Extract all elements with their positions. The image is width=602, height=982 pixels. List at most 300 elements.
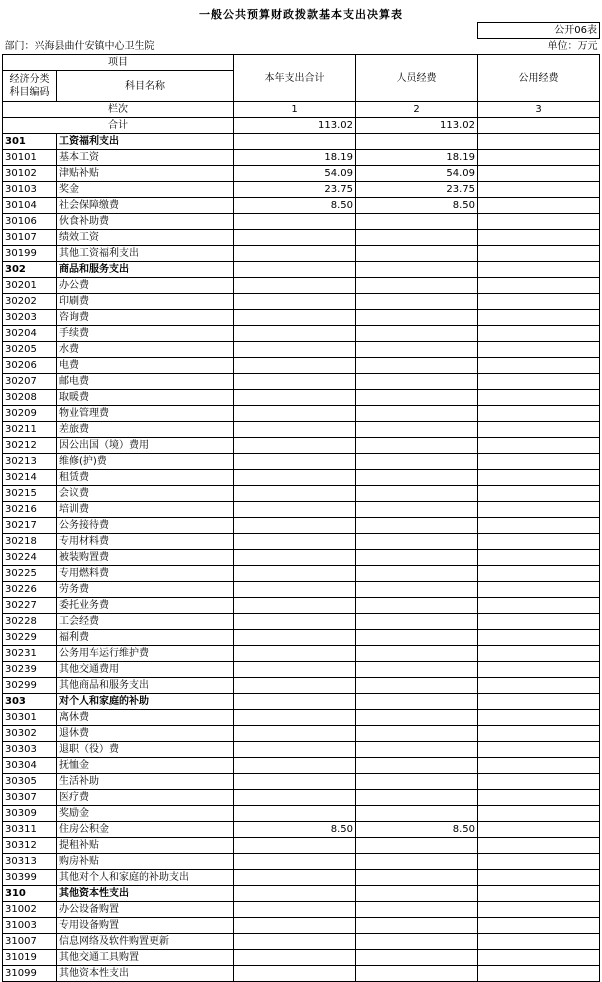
total-cell — [234, 454, 356, 470]
subject-name-cell: 生活补助 — [57, 774, 234, 790]
total-cell — [234, 886, 356, 902]
total-cell — [234, 390, 356, 406]
table-row — [3, 310, 600, 326]
table-row — [3, 822, 600, 838]
personnel-cell — [356, 662, 478, 678]
subject-name-cell: 其他对个人和家庭的补助支出 — [57, 870, 234, 886]
public-cell — [478, 566, 600, 582]
total-cell — [234, 374, 356, 390]
subject-name-cell: 退休费 — [57, 726, 234, 742]
total-cell — [234, 406, 356, 422]
public-cell — [478, 374, 600, 390]
personnel-cell — [356, 598, 478, 614]
econ-code-cell: 30214 — [3, 470, 57, 486]
personnel-cell — [356, 134, 478, 150]
personnel-cell — [356, 310, 478, 326]
econ-code-cell: 30104 — [3, 198, 57, 214]
public-cell — [478, 550, 600, 566]
subject-name-cell: 基本工资 — [57, 150, 234, 166]
table-row — [3, 230, 600, 246]
econ-code-cell: 30302 — [3, 726, 57, 742]
public-cell — [478, 166, 600, 182]
public-cell — [478, 518, 600, 534]
total-cell — [234, 502, 356, 518]
subject-name-cell: 租赁费 — [57, 470, 234, 486]
personnel-cell — [356, 902, 478, 918]
public-cell — [478, 534, 600, 550]
total-cell: 8.50 — [234, 822, 356, 838]
subject-name-cell: 专用设备购置 — [57, 918, 234, 934]
econ-code-cell: 30217 — [3, 518, 57, 534]
personnel-cell — [356, 934, 478, 950]
table-row — [3, 422, 600, 438]
public-cell — [478, 358, 600, 374]
personnel-cell — [356, 214, 478, 230]
total-cell: 18.19 — [234, 150, 356, 166]
total-cell — [234, 582, 356, 598]
total-cell — [234, 950, 356, 966]
total-cell — [234, 310, 356, 326]
public-cell — [478, 614, 600, 630]
public-cell — [478, 134, 600, 150]
econ-code-cell: 30201 — [3, 278, 57, 294]
header-public: 公用经费 — [478, 55, 600, 102]
econ-code-cell: 301 — [3, 134, 57, 150]
public-cell — [478, 214, 600, 230]
personnel-cell — [356, 710, 478, 726]
header-personnel: 人员经费 — [356, 55, 478, 102]
total-cell — [234, 358, 356, 374]
subject-name-cell: 取暖费 — [57, 390, 234, 406]
public-cell — [478, 918, 600, 934]
subject-name-cell: 抚恤金 — [57, 758, 234, 774]
subject-name-cell: 商品和服务支出 — [57, 262, 234, 278]
subject-name-cell: 物业管理费 — [57, 406, 234, 422]
total-public — [478, 118, 600, 134]
table-row — [3, 614, 600, 630]
subject-name-cell: 其他资本性支出 — [57, 966, 234, 982]
department-label: 部门：兴海县曲什安镇中心卫生院 — [4, 40, 155, 52]
personnel-cell — [356, 678, 478, 694]
subject-name-cell: 公务用车运行维护费 — [57, 646, 234, 662]
econ-code-cell: 30301 — [3, 710, 57, 726]
subject-name-cell: 差旅费 — [57, 422, 234, 438]
table-row — [3, 598, 600, 614]
table-row — [3, 854, 600, 870]
total-cell — [234, 294, 356, 310]
table-row — [3, 694, 600, 710]
header-econ-code-line2: 科目编码 — [9, 87, 50, 98]
econ-code-cell: 30312 — [3, 838, 57, 854]
personnel-cell — [356, 918, 478, 934]
subject-name-cell: 福利费 — [57, 630, 234, 646]
total-cell — [234, 278, 356, 294]
personnel-cell — [356, 774, 478, 790]
table-row — [3, 886, 600, 902]
personnel-cell — [356, 790, 478, 806]
personnel-cell — [356, 630, 478, 646]
econ-code-cell: 30199 — [3, 246, 57, 262]
public-cell — [478, 726, 600, 742]
public-cell — [478, 422, 600, 438]
econ-code-cell: 30202 — [3, 294, 57, 310]
econ-code-cell: 30208 — [3, 390, 57, 406]
econ-code-cell: 302 — [3, 262, 57, 278]
public-cell — [478, 150, 600, 166]
public-cell — [478, 646, 600, 662]
personnel-cell — [356, 390, 478, 406]
personnel-cell — [356, 294, 478, 310]
subject-name-cell: 住房公积金 — [57, 822, 234, 838]
total-cell — [234, 326, 356, 342]
subject-name-cell: 电费 — [57, 358, 234, 374]
subject-name-cell: 离休费 — [57, 710, 234, 726]
total-cell — [234, 838, 356, 854]
public-cell — [478, 198, 600, 214]
header-subject-name: 科目名称 — [57, 71, 234, 102]
column-number-2: 2 — [356, 102, 478, 118]
table-row — [3, 246, 600, 262]
subject-name-cell: 咨询费 — [57, 310, 234, 326]
table-row — [3, 646, 600, 662]
subject-name-cell: 专用燃料费 — [57, 566, 234, 582]
econ-code-cell: 31002 — [3, 902, 57, 918]
expenditure-table — [2, 22, 600, 982]
econ-code-cell: 30215 — [3, 486, 57, 502]
form-number: 公开06表 — [478, 23, 600, 39]
econ-code-cell: 30218 — [3, 534, 57, 550]
table-row — [3, 550, 600, 566]
econ-code-cell: 30303 — [3, 742, 57, 758]
subject-name-cell: 社会保障缴费 — [57, 198, 234, 214]
table-row — [3, 870, 600, 886]
header-row-project — [3, 55, 600, 71]
public-cell — [478, 934, 600, 950]
total-cell — [234, 438, 356, 454]
table-row — [3, 966, 600, 982]
public-cell — [478, 630, 600, 646]
total-cell — [234, 230, 356, 246]
table-row — [3, 918, 600, 934]
subject-name-cell: 其他资本性支出 — [57, 886, 234, 902]
total-cell — [234, 486, 356, 502]
subject-name-cell: 会议费 — [57, 486, 234, 502]
total-cell: 8.50 — [234, 198, 356, 214]
total-cell — [234, 246, 356, 262]
econ-code-cell: 30399 — [3, 870, 57, 886]
personnel-cell — [356, 246, 478, 262]
table-row — [3, 582, 600, 598]
public-cell — [478, 342, 600, 358]
subject-name-cell: 公务接待费 — [57, 518, 234, 534]
subject-name-cell: 其他交通费用 — [57, 662, 234, 678]
subject-name-cell: 对个人和家庭的补助 — [57, 694, 234, 710]
public-cell — [478, 454, 600, 470]
public-cell — [478, 182, 600, 198]
econ-code-cell: 30101 — [3, 150, 57, 166]
personnel-cell — [356, 534, 478, 550]
personnel-cell — [356, 326, 478, 342]
public-cell — [478, 678, 600, 694]
econ-code-cell: 30225 — [3, 566, 57, 582]
subject-name-cell: 劳务费 — [57, 582, 234, 598]
econ-code-cell: 30203 — [3, 310, 57, 326]
econ-code-cell: 30213 — [3, 454, 57, 470]
total-cell — [234, 742, 356, 758]
table-row — [3, 934, 600, 950]
table-row — [3, 518, 600, 534]
subject-name-cell: 水费 — [57, 342, 234, 358]
personnel-cell — [356, 518, 478, 534]
total-cell — [234, 262, 356, 278]
personnel-cell — [356, 614, 478, 630]
personnel-cell — [356, 278, 478, 294]
total-cell — [234, 614, 356, 630]
public-cell — [478, 886, 600, 902]
econ-code-cell: 30311 — [3, 822, 57, 838]
personnel-cell — [356, 502, 478, 518]
econ-code-cell: 30107 — [3, 230, 57, 246]
table-row — [3, 358, 600, 374]
subject-name-cell: 被装购置费 — [57, 550, 234, 566]
table-row — [3, 278, 600, 294]
total-cell — [234, 566, 356, 582]
econ-code-cell: 31099 — [3, 966, 57, 982]
total-cell — [234, 662, 356, 678]
table-row — [3, 742, 600, 758]
econ-code-cell: 30228 — [3, 614, 57, 630]
total-label: 合计 — [3, 118, 234, 134]
personnel-cell: 18.19 — [356, 150, 478, 166]
public-cell — [478, 230, 600, 246]
total-row — [3, 118, 600, 134]
public-cell — [478, 438, 600, 454]
personnel-cell — [356, 358, 478, 374]
table-row — [3, 662, 600, 678]
econ-code-cell: 31007 — [3, 934, 57, 950]
column-number-3: 3 — [478, 102, 600, 118]
econ-code-cell: 31003 — [3, 918, 57, 934]
public-cell — [478, 502, 600, 518]
personnel-cell — [356, 566, 478, 582]
subject-name-cell: 医疗费 — [57, 790, 234, 806]
table-row — [3, 726, 600, 742]
table-row — [3, 678, 600, 694]
table-row — [3, 790, 600, 806]
total-cell — [234, 726, 356, 742]
econ-code-cell: 30313 — [3, 854, 57, 870]
econ-code-cell: 30309 — [3, 806, 57, 822]
table-row — [3, 134, 600, 150]
subject-name-cell: 工资福利支出 — [57, 134, 234, 150]
table-row — [3, 294, 600, 310]
table-row — [3, 342, 600, 358]
public-cell — [478, 246, 600, 262]
personnel-cell: 8.50 — [356, 198, 478, 214]
table-row — [3, 486, 600, 502]
econ-code-cell: 310 — [3, 886, 57, 902]
table-row — [3, 902, 600, 918]
public-cell — [478, 598, 600, 614]
total-cell — [234, 902, 356, 918]
personnel-cell: 54.09 — [356, 166, 478, 182]
table-row — [3, 166, 600, 182]
econ-code-cell: 30227 — [3, 598, 57, 614]
public-cell — [478, 758, 600, 774]
total-cell — [234, 134, 356, 150]
table-row — [3, 454, 600, 470]
table-row — [3, 182, 600, 198]
row-number-label: 栏次 — [3, 102, 234, 118]
personnel-cell — [356, 758, 478, 774]
total-cell — [234, 470, 356, 486]
subject-name-cell: 伙食补助费 — [57, 214, 234, 230]
econ-code-cell: 30307 — [3, 790, 57, 806]
total-cell — [234, 854, 356, 870]
subject-name-cell: 印刷费 — [57, 294, 234, 310]
subject-name-cell: 奖金 — [57, 182, 234, 198]
total-value: 113.02 — [234, 118, 356, 134]
public-cell — [478, 486, 600, 502]
total-cell — [234, 630, 356, 646]
econ-code-cell: 30299 — [3, 678, 57, 694]
public-cell — [478, 406, 600, 422]
total-cell — [234, 342, 356, 358]
public-cell — [478, 742, 600, 758]
subject-name-cell: 其他商品和服务支出 — [57, 678, 234, 694]
public-cell — [478, 838, 600, 854]
econ-code-cell: 30216 — [3, 502, 57, 518]
dept-row — [3, 39, 600, 55]
table-row — [3, 566, 600, 582]
public-cell — [478, 390, 600, 406]
econ-code-cell: 30304 — [3, 758, 57, 774]
table-row — [3, 470, 600, 486]
table-row — [3, 502, 600, 518]
total-cell — [234, 758, 356, 774]
subject-name-cell: 购房补贴 — [57, 854, 234, 870]
subject-name-cell: 委托业务费 — [57, 598, 234, 614]
public-cell — [478, 966, 600, 982]
table-row — [3, 262, 600, 278]
econ-code-cell: 30229 — [3, 630, 57, 646]
total-cell — [234, 934, 356, 950]
public-cell — [478, 854, 600, 870]
table-row — [3, 758, 600, 774]
personnel-cell — [356, 966, 478, 982]
column-number-row — [3, 102, 600, 118]
table-row — [3, 774, 600, 790]
personnel-cell — [356, 374, 478, 390]
total-cell — [234, 534, 356, 550]
total-cell — [234, 550, 356, 566]
public-cell — [478, 790, 600, 806]
econ-code-cell: 30224 — [3, 550, 57, 566]
personnel-cell — [356, 646, 478, 662]
econ-code-cell: 30209 — [3, 406, 57, 422]
total-cell — [234, 214, 356, 230]
table-row — [3, 198, 600, 214]
econ-code-cell: 30205 — [3, 342, 57, 358]
public-cell — [478, 582, 600, 598]
subject-name-cell: 其他交通工具购置 — [57, 950, 234, 966]
total-cell — [234, 518, 356, 534]
personnel-cell — [356, 726, 478, 742]
subject-name-cell: 提租补贴 — [57, 838, 234, 854]
subject-name-cell: 退职（役）费 — [57, 742, 234, 758]
header-econ-code-line1: 经济分类 — [9, 74, 50, 85]
total-cell — [234, 966, 356, 982]
total-cell: 23.75 — [234, 182, 356, 198]
total-cell — [234, 806, 356, 822]
total-cell — [234, 774, 356, 790]
table-row — [3, 806, 600, 822]
personnel-cell — [356, 470, 478, 486]
table-row — [3, 214, 600, 230]
header-total: 本年支出合计 — [234, 55, 356, 102]
personnel-cell — [356, 406, 478, 422]
public-cell — [478, 902, 600, 918]
personnel-cell — [356, 342, 478, 358]
column-number-1: 1 — [234, 102, 356, 118]
total-cell: 54.09 — [234, 166, 356, 182]
personnel-cell — [356, 742, 478, 758]
public-cell — [478, 822, 600, 838]
econ-code-cell: 30206 — [3, 358, 57, 374]
table-row — [3, 326, 600, 342]
subject-name-cell: 手续费 — [57, 326, 234, 342]
total-cell — [234, 918, 356, 934]
econ-code-cell: 30207 — [3, 374, 57, 390]
public-cell — [478, 262, 600, 278]
table-row — [3, 710, 600, 726]
econ-code-cell: 303 — [3, 694, 57, 710]
econ-code-cell: 30305 — [3, 774, 57, 790]
table-row — [3, 150, 600, 166]
subject-name-cell: 信息网络及软件购置更新 — [57, 934, 234, 950]
table-row — [3, 406, 600, 422]
public-cell — [478, 310, 600, 326]
total-cell — [234, 678, 356, 694]
personnel-cell — [356, 438, 478, 454]
public-cell — [478, 950, 600, 966]
table-row — [3, 390, 600, 406]
table-row — [3, 950, 600, 966]
public-cell — [478, 662, 600, 678]
subject-name-cell: 专用材料费 — [57, 534, 234, 550]
public-cell — [478, 326, 600, 342]
personnel-cell — [356, 870, 478, 886]
personnel-cell — [356, 854, 478, 870]
total-cell — [234, 870, 356, 886]
subject-name-cell: 维修(护)费 — [57, 454, 234, 470]
econ-code-cell: 30226 — [3, 582, 57, 598]
personnel-cell — [356, 838, 478, 854]
subject-name-cell: 培训费 — [57, 502, 234, 518]
econ-code-cell: 30102 — [3, 166, 57, 182]
total-cell — [234, 710, 356, 726]
form-no-row — [3, 23, 600, 39]
table-row — [3, 838, 600, 854]
econ-code-cell: 30204 — [3, 326, 57, 342]
total-cell — [234, 646, 356, 662]
subject-name-cell: 办公设备购置 — [57, 902, 234, 918]
public-cell — [478, 710, 600, 726]
personnel-cell — [356, 694, 478, 710]
econ-code-cell: 30211 — [3, 422, 57, 438]
subject-name-cell: 津贴补贴 — [57, 166, 234, 182]
total-cell — [234, 790, 356, 806]
